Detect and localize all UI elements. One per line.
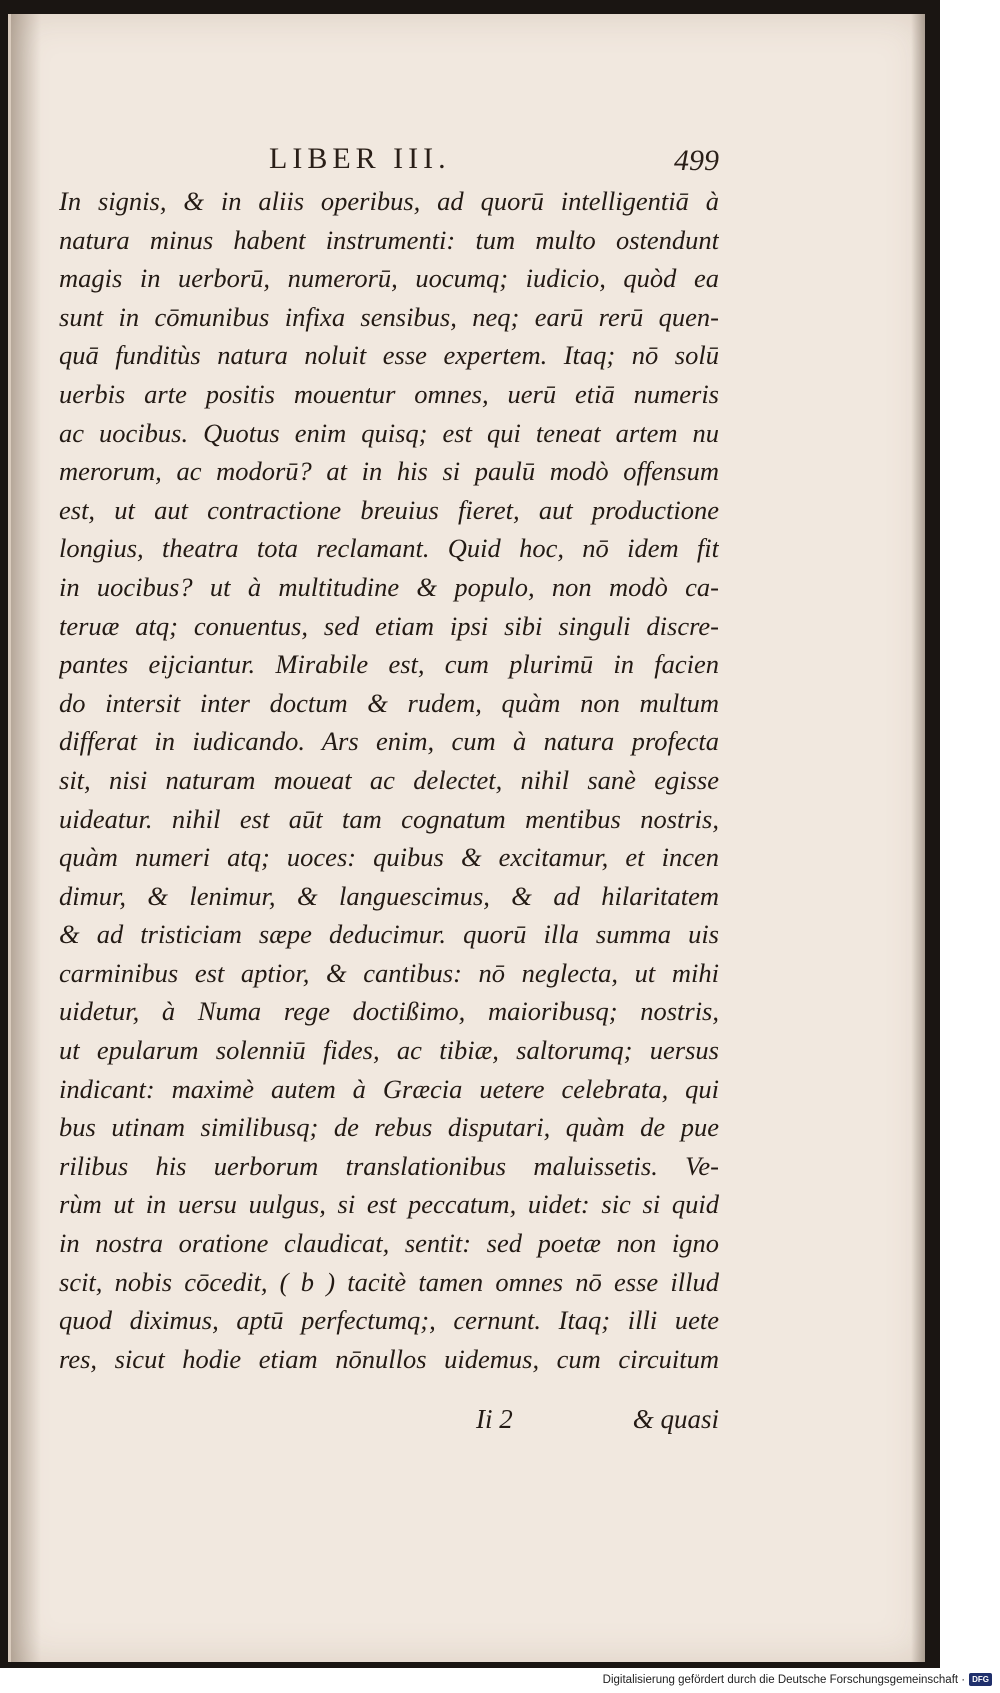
text-line: ac uocibus. Quotus enim quisq; est qui teneat artem nu [59,417,719,448]
page-edge-shadow [911,14,925,1662]
text-line: in nostra oratione claudicat, sentit: sed poetæ non igno [59,1228,719,1259]
text-line: & ad tristiciam sæpe deducimur. quorū illa summa uis [59,919,719,950]
funding-credit: Digitalisierung gefördert durch die Deutsche Forschungsgemeinschaft · [602,1673,966,1686]
text-line: rùm ut in uersu uulgus, si est peccatum, uidet: sic si quid [59,1189,719,1220]
book-page [8,14,925,1662]
signature-mark: Ii 2 [476,1404,513,1434]
digitization-footer [603,1673,992,1686]
text-line: merorum, ac modorū? at in his si paulū modò offensum [59,456,719,487]
page-header [59,142,719,176]
text-line: ut epularum solenniū fides, ac tibiæ, saltorumq; uersus [59,1035,719,1066]
text-line: quod diximus, aptū perfectumq;, cernunt. Itaq; illi uete [59,1305,719,1336]
text-line: scit, nobis cōcedit, ( b ) tacitè tamen omnes nō esse illud [59,1266,719,1297]
text-line: dimur, & lenimur, & languescimus, & ad hilaritatem [59,880,719,911]
text-line: natura minus habent instrumenti: tum multo ostendunt [59,224,719,255]
text-line: est, ut aut contractione breuius fieret, aut productione [59,494,719,525]
text-line: In signis, & in aliis operibus, ad quorū intelligentiā à [59,186,719,216]
text-line: uidetur, à Numa rege doctißimo, maioribusq; nostris, [59,996,719,1027]
catchword: & quasi [632,1404,719,1434]
text-line: bus utinam similibusq; de rebus disputari, quàm de pue [59,1112,719,1143]
binding-shadow [11,14,41,1662]
text-line: sit, nisi naturam moueat ac delectet, nihil sanè egisse [59,764,719,795]
running-head: LIBER III. [269,142,451,175]
text-line: longius, theatra tota reclamant. Quid hoc, nō idem fit [59,533,719,564]
text-line: do intersit inter doctum & rudem, quàm non multum [59,687,719,718]
text-line: teruæ atq; conuentus, sed etiam ipsi sibi singuli discre- [59,610,719,641]
text-line: indicant: maximè autem à Græcia uetere celebrata, qui [59,1073,719,1104]
text-line: res, sicut hodie etiam nōnullos uidemus, cum circuitum [59,1343,719,1374]
text-line: sunt in cōmunibus infixa sensibus, neq; earū rerū quen- [59,301,719,332]
body-text [59,182,719,1378]
page-number: 499 [674,144,719,177]
text-line: pantes eijciantur. Mirabile est, cum plurimū in facien [59,649,719,680]
text-line: in uocibus? ut à multitudine & populo, non modò ca- [59,571,719,602]
catchwords-line [59,1404,719,1444]
text-line: carminibus est aptior, & cantibus: nō neglecta, ut mihi [59,957,719,988]
text-line: quàm numeri atq; uoces: quibus & excitamur, et incen [59,842,719,873]
dfg-logo: DFG [969,1673,992,1686]
text-line: quā funditùs natura noluit esse expertem. Itaq; nō solū [59,340,719,371]
text-line: uideatur. nihil est aūt tam cognatum mentibus nostris, [59,803,719,834]
text-line: rilibus his uerborum translationibus maluissetis. Ve- [59,1150,719,1181]
text-line: differat in iudicando. Ars enim, cum à natura profecta [59,726,719,757]
text-line: magis in uerborū, numerorū, uocumq; iudicio, quòd ea [59,263,719,294]
text-line: uerbis arte positis mouentur omnes, uerū etiā numeris [59,378,719,409]
